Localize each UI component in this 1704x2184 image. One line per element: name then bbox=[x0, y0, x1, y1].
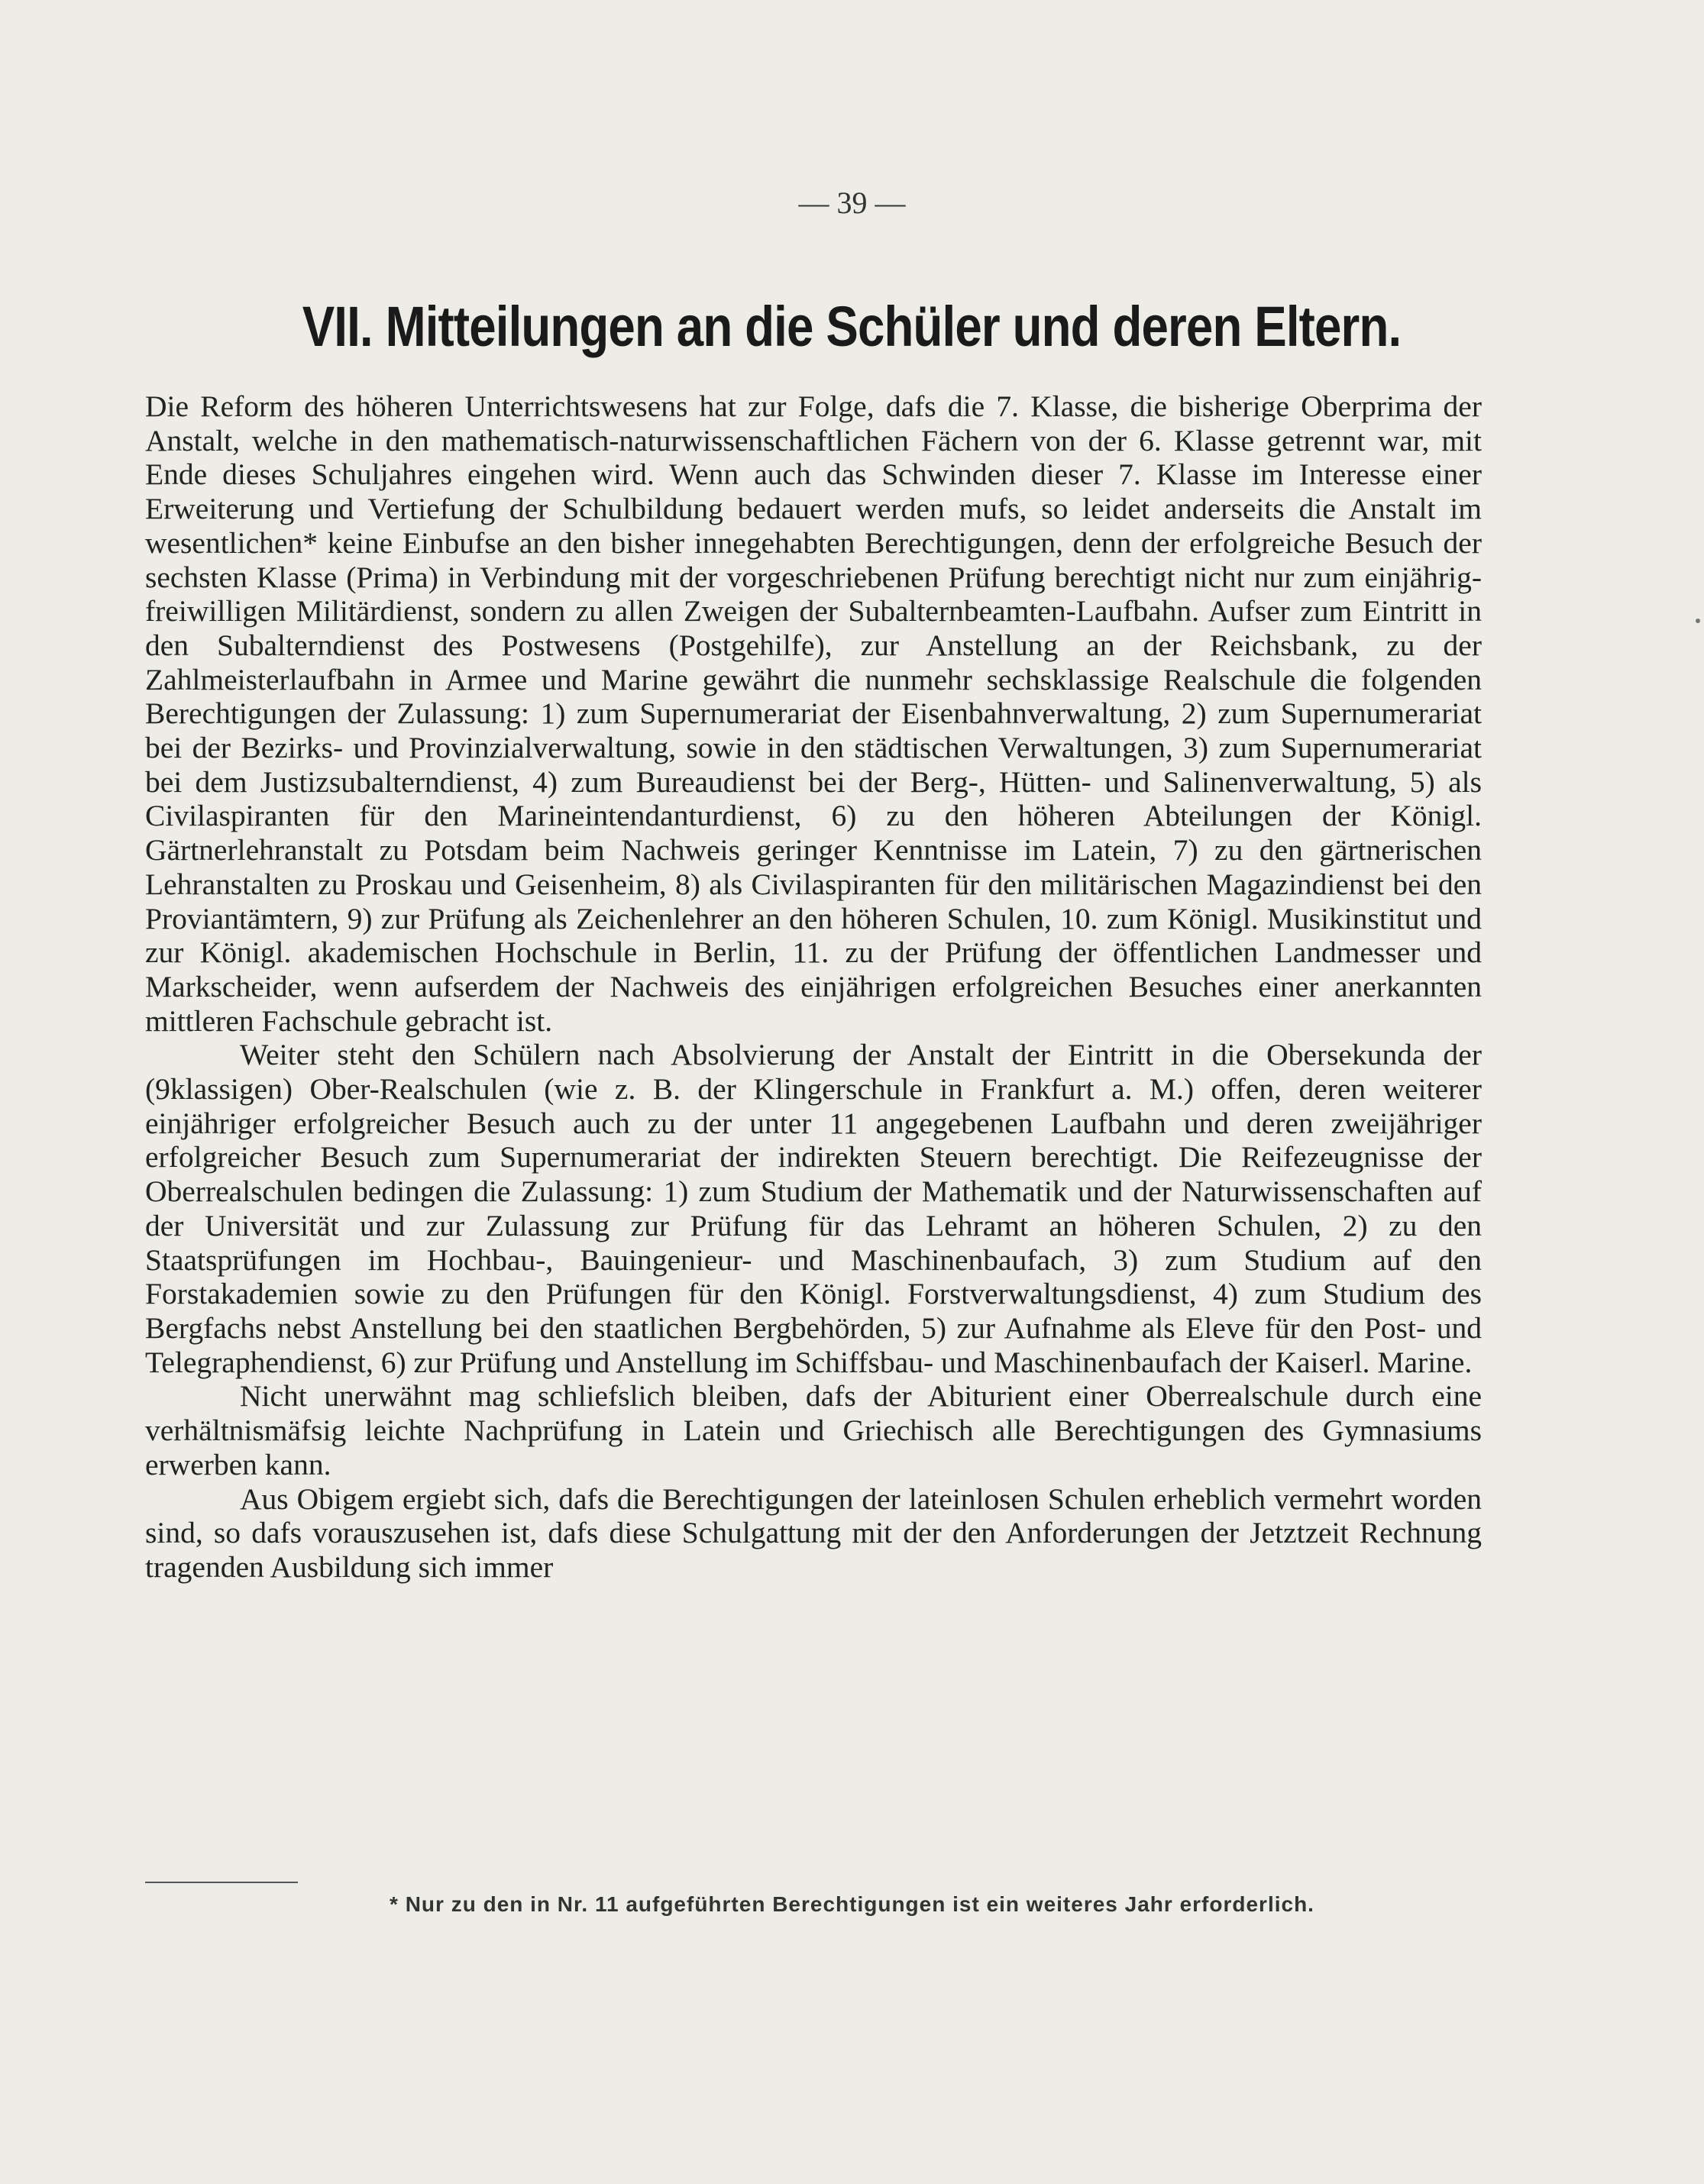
paragraph: Aus Obigem ergiebt sich, dafs die Berechtigungen der lateinlosen Schulen erheblich vermehrt worden sind, so dafs vorauszusehen ist, dafs diese Schulgattung mit der den Anforderungen der Jetztzeit Rechnung tragenden Ausbildung sich immer bbox=[145, 1481, 1482, 1584]
paragraph: Nicht unerwähnt mag schliefslich bleiben, dafs der Abiturient einer Oberrealschule durch eine verhältnismäfsig leichte Nachprüfung in Latein und Griechisch alle Berechtigungen des Gymnasiums erwerben kann. bbox=[145, 1379, 1482, 1481]
paragraph: Weiter steht den Schülern nach Absolvierung der Anstalt der Eintritt in die Obersekunda der (9klassigen) Ober-Realschulen (wie z. B. der Klingerschule in Frankfurt a. M.) offen, deren weiterer einjähriger erfolgreicher Besuch auch zu der unter 11 angegebenen Laufbahn und deren zweijähriger erfolgreicher Besuch zum Supernumerariat der indirekten Steuern berechtigt. Die Reifezeugnisse der Oberrealschulen bedingen die Zulassung: 1) zum Studium der Mathematik und der Naturwissenschaften auf der Universität und zur Zulassung zur Prüfung für das Lehramt an höheren Schulen, 2) zu den Staatsprüfungen im Hochbau-, Bauingenieur- und Maschinenbaufach, 3) zum Studium auf den Forstakademien sowie zu den Prüfungen für den Königl. Forstverwaltungsdienst, 4) zum Studium des Bergfachs nebst Anstellung bei den staatlichen Bergbehörden, 5) zur Aufnahme als Eleve für den Post- und Telegraphendienst, 6) zur Prüfung und Anstellung im Schiffsbau- und Maschinenbaufach der Kaiserl. Marine. bbox=[145, 1038, 1482, 1379]
footnote-divider bbox=[145, 1882, 298, 1883]
page-number: — 39 — bbox=[798, 186, 906, 220]
paper-speck bbox=[1696, 619, 1700, 623]
section-heading: VII. Mitteilungen an die Schüler und deren Eltern. bbox=[302, 295, 1402, 358]
body-text bbox=[145, 389, 1482, 1585]
paragraph: Die Reform des höheren Unterrichtswesens hat zur Folge, dafs die 7. Klasse, die bisherige Oberprima der Anstalt, welche in den mathematisch-naturwissenschaftlichen Fächern von der 6. Klasse getrennt war, mit Ende dieses Schuljahres eingehen wird. Wenn auch das Schwinden dieser 7. Klasse im Interesse einer Erweiterung und Vertiefung der Schulbildung bedauert werden mufs, so leidet anderseits die Anstalt im wesentlichen* keine Einbufse an den bisher innegehabten Berechtigungen, denn der erfolgreiche Besuch der sechsten Klasse (Prima) in Verbindung mit der vorgeschriebenen Prüfung berechtigt nicht nur zum einjährig-freiwilligen Militärdienst, sondern zu allen Zweigen der Subalternbeamten-Laufbahn. Aufser zum Eintritt in den Subalterndienst des Postwesens (Postgehilfe), zur Anstellung an der Reichsbank, zu der Zahlmeisterlaufbahn in Armee und Marine gewährt die nunmehr sechsklassige Realschule die folgenden Berechtigungen der Zulassung: 1) zum Supernumerariat der Eisenbahnverwaltung, 2) zum Supernumerariat bei der Bezirks- und Provinzialverwaltung, sowie in den städtischen Verwaltungen, 3) zum Supernumerariat bei dem Justizsubalterndienst, 4) zum Bureaudienst bei der Berg-, Hütten- und Salinenverwaltung, 5) als Civilaspiranten für den Marineintendanturdienst, 6) zu den höheren Abteilungen der Königl. Gärtnerlehranstalt zu Potsdam beim Nachweis geringer Kenntnisse im Latein, 7) zu den gärtnerischen Lehranstalten zu Proskau und Geisenheim, 8) als Civilaspiranten für den militärischen Magazindienst bei den Proviantämtern, 9) zur Prüfung als Zeichenlehrer an den höheren Schulen, 10. zum Königl. Musikinstitut und zur Königl. akademischen Hochschule in Berlin, 11. zu der Prüfung der öffentlichen Landmesser und Markscheider, wenn aufserdem der Nachweis des einjährigen erfolgreichen Besuches einer anerkannten mittleren Fachschule gebracht ist. bbox=[145, 389, 1482, 1038]
footnote: * Nur zu den in Nr. 11 aufgeführten Berechtigungen ist ein weiteres Jahr erforderlich. bbox=[390, 1892, 1314, 1916]
